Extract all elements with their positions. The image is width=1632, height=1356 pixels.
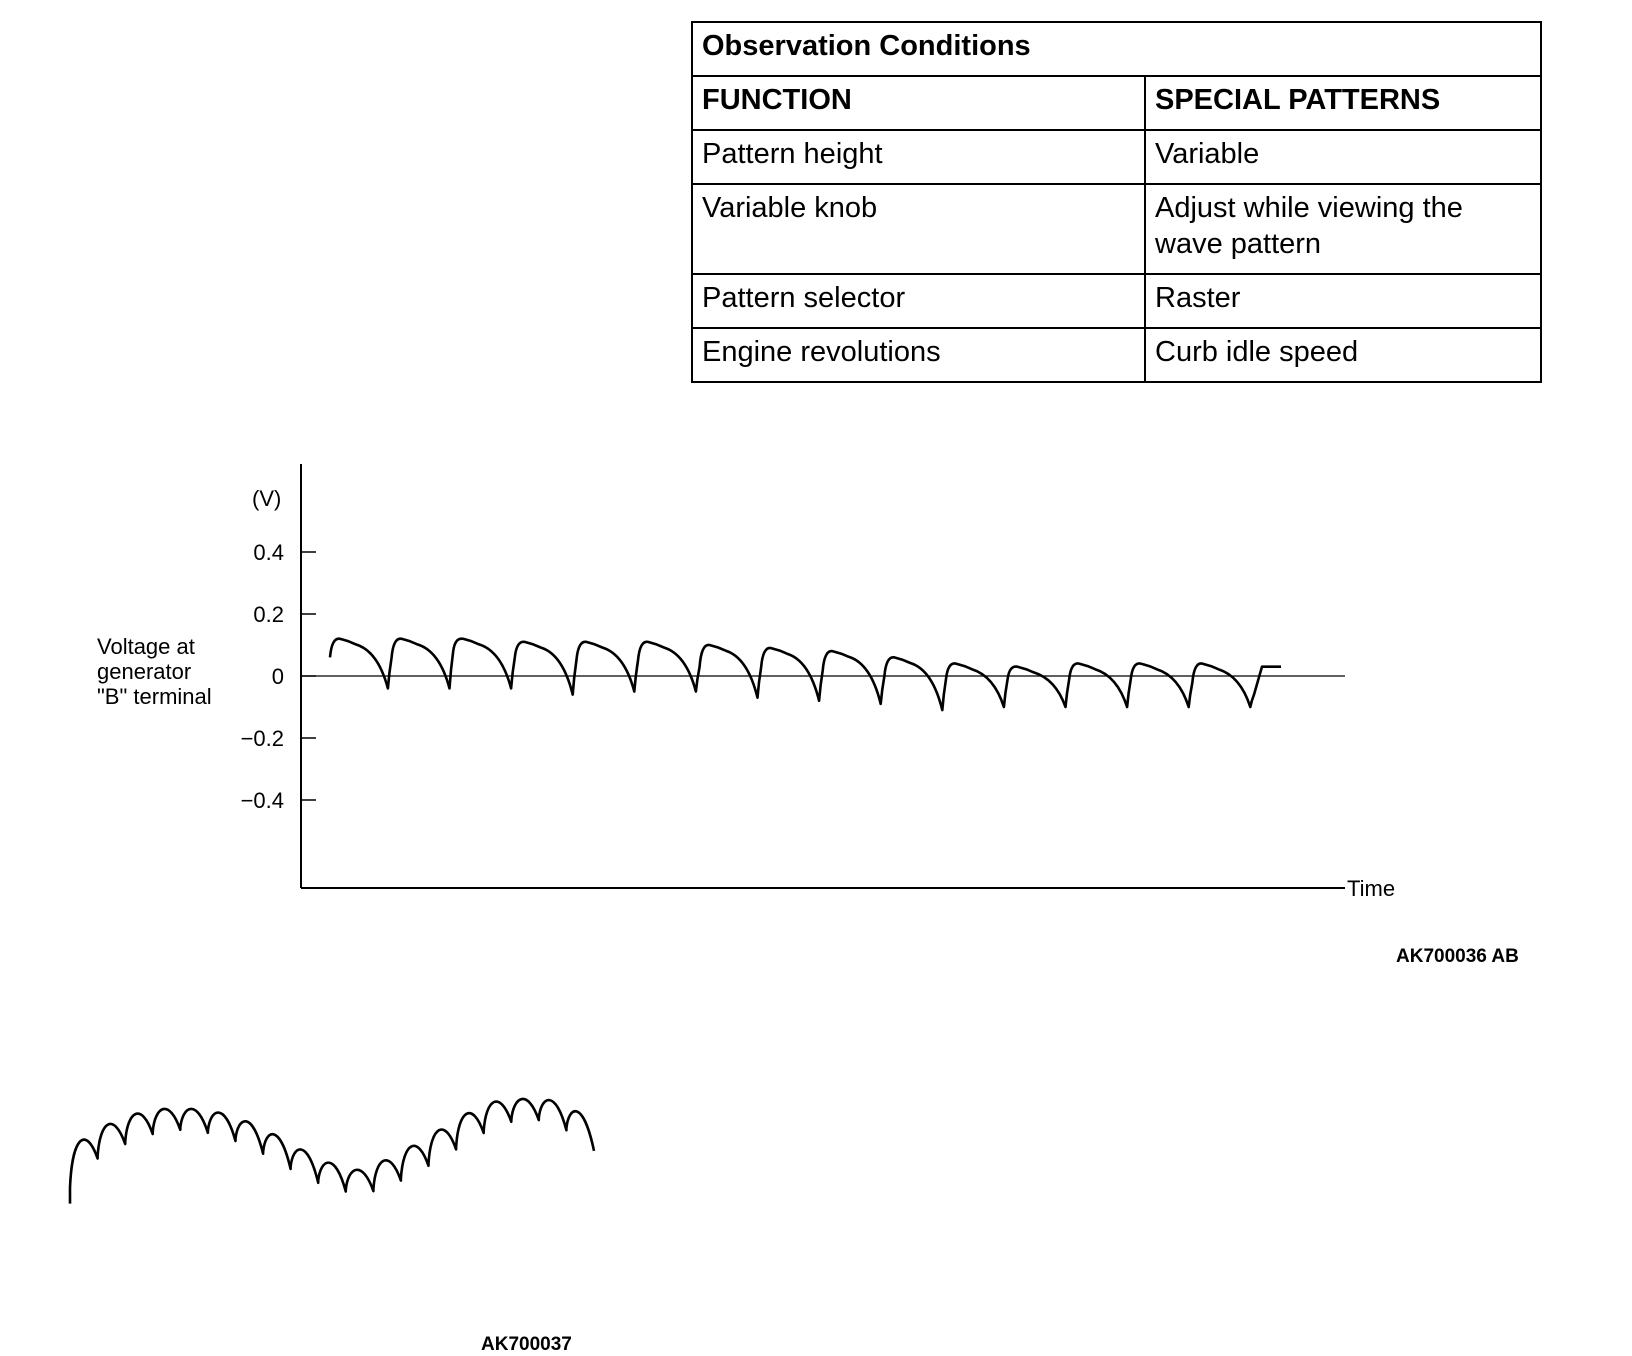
table-cell: Variable knob (692, 184, 1145, 274)
column-header-function: FUNCTION (692, 76, 1145, 130)
table-cell: Engine revolutions (692, 328, 1145, 382)
y-tick-label: −0.2 (240, 726, 284, 751)
y-tick-label: −0.4 (240, 788, 284, 813)
table-cell: Raster (1145, 274, 1541, 328)
table-title: Observation Conditions (692, 22, 1541, 76)
table-cell: Curb idle speed (1145, 328, 1541, 382)
y-unit-label: (V) (252, 486, 282, 511)
column-header-special-patterns: SPECIAL PATTERNS (1145, 76, 1541, 130)
table-cell: Pattern height (692, 130, 1145, 184)
table-cell: Adjust while viewing the wave pattern (1145, 184, 1541, 274)
y-tick-label: 0 (271, 664, 284, 689)
y-tick-label: 0.4 (253, 540, 284, 565)
table-cell: Variable (1145, 130, 1541, 184)
figure-reference-ak700036: AK700036 AB (1396, 946, 1519, 967)
voltage-waveform-line (330, 639, 1281, 710)
generator-voltage-chart (97, 464, 1395, 901)
ripple-waveform-chart (70, 1099, 594, 1204)
x-axis-label: Time (1347, 876, 1396, 901)
figure-reference-ak700037: AK700037 (481, 1334, 572, 1355)
y-ticks (241, 540, 316, 813)
y-axis-label: Voltage at generator "B" terminal (97, 634, 212, 709)
table-cell: Pattern selector (692, 274, 1145, 328)
ripple-waveform-line (70, 1099, 594, 1204)
y-tick-label: 0.2 (253, 602, 284, 627)
